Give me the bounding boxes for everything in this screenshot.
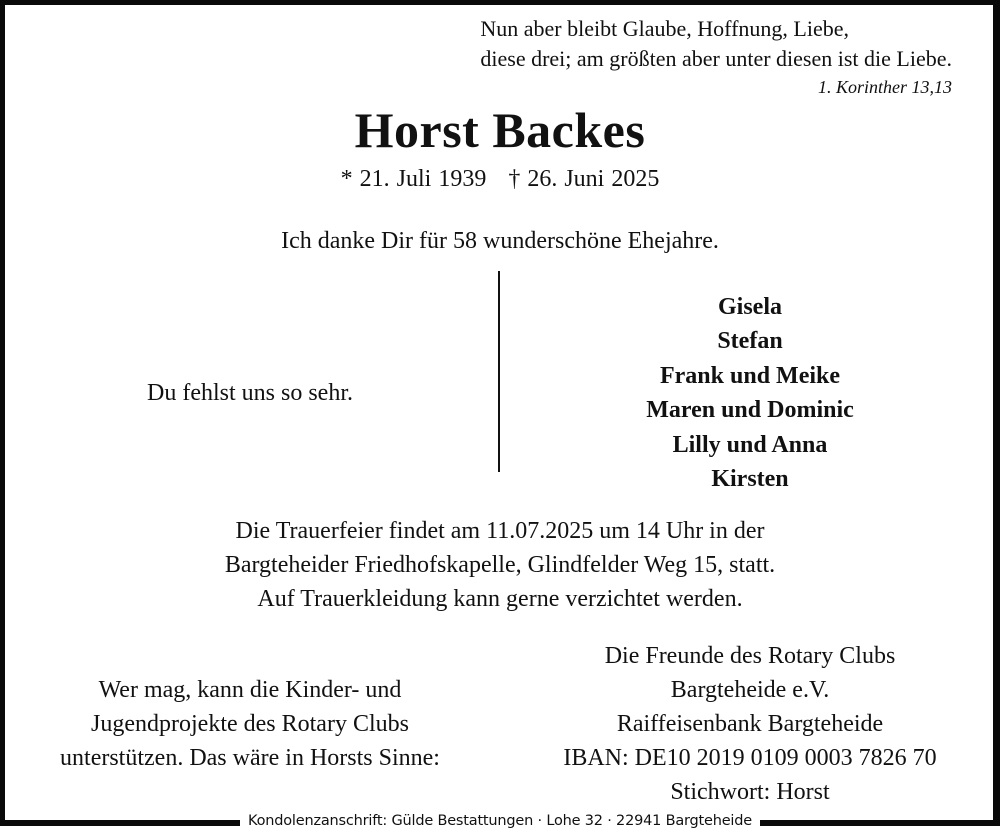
donation-request-line: unterstützen. Das wäre in Horsts Sinne: <box>60 745 440 771</box>
family-list <box>500 290 1000 496</box>
recipient-name: Die Freunde des Rotary Clubs <box>604 643 896 669</box>
keyword: Stichwort: Horst <box>670 779 830 805</box>
family-member: Lilly und Anna <box>672 431 828 458</box>
family-member: Kirsten <box>711 466 789 493</box>
recipient-name-cont: Bargteheide e.V. <box>670 677 830 703</box>
thanks-message: Ich danke Dir für 58 wunderschöne Ehejahre. <box>281 228 719 254</box>
family-member: Gisela <box>718 294 782 320</box>
life-dates <box>0 163 1000 195</box>
ceremony-line: Bargteheider Friedhofskapelle, Glindfelder Weg 15, statt. <box>224 552 776 578</box>
donation-request-line: Jugendprojekte des Rotary Clubs <box>91 711 409 737</box>
ceremony-line: Die Trauerfeier findet am 11.07.2025 um 14 Uhr in der <box>235 518 765 544</box>
missed-message: Du fehlst uns so sehr. <box>147 380 353 406</box>
family-member: Stefan <box>717 328 783 355</box>
deceased-name: Horst Backes <box>354 102 646 158</box>
iban: IBAN: DE10 2019 0109 0003 7826 70 <box>563 745 937 771</box>
condolence-address-footer <box>0 810 1000 834</box>
bible-verse <box>480 14 952 74</box>
family-member: Maren und Dominic <box>646 397 854 424</box>
donation-request-line: Wer mag, kann die Kinder- und <box>98 677 402 703</box>
donation-request <box>0 673 500 775</box>
birth-date: * 21. Juli 1939 <box>340 166 487 192</box>
family-member: Frank und Meike <box>659 362 841 389</box>
death-date: † 26. Juni 2025 <box>508 166 660 192</box>
verse-line: Nun aber bleibt Glaube, Hoffnung, Liebe, <box>480 16 849 41</box>
verse-line: diese drei; am größten aber unter diesen ist die Liebe. <box>480 46 952 71</box>
donation-recipient <box>500 639 1000 809</box>
bank-name: Raiffeisenbank Bargteheide <box>616 711 884 737</box>
ceremony-info <box>0 514 1000 616</box>
condolence-address: Kondolenzanschrift: Gülde Bestattungen · Lohe 32 · 22941 Bargteheide <box>240 810 760 832</box>
verse-reference: 1. Korinther 13,13 <box>817 77 952 97</box>
ceremony-line: Auf Trauerkleidung kann gerne verzichtet werden. <box>257 586 743 612</box>
